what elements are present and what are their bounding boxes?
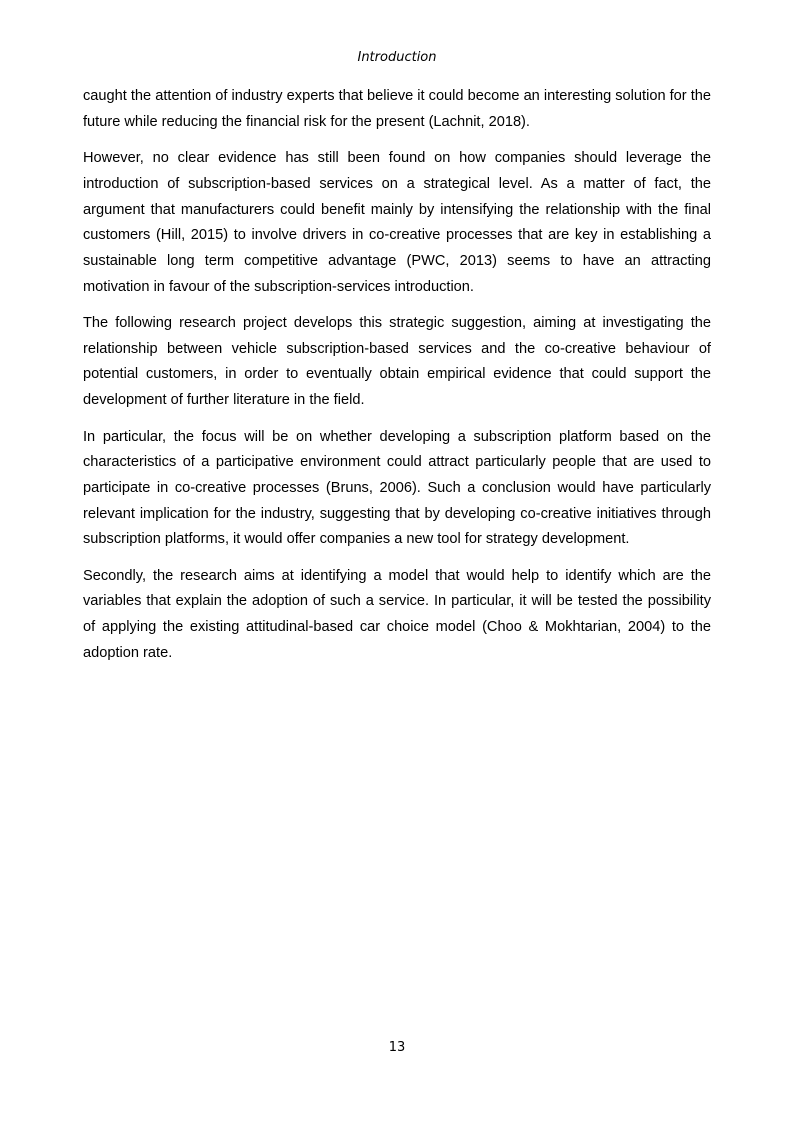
paragraph: Secondly, the research aims at identifying a model that would help to identify which are the variables that explain the adoption of such a service. In particular, it will be tested the possibility of applying the existing attitudinal-based car choice model (Choo & Mokhtarian, 2004) to the adoption rate. [83, 567, 711, 661]
page-number: 13 [388, 1040, 406, 1055]
body-text [83, 84, 711, 677]
running-header: Introduction [357, 50, 437, 65]
paragraph: In particular, the focus will be on whether developing a subscription platform based on the characteristics of a participative environment could attract particularly people that are used to participate in co-creative processes (Bruns, 2006). Such a conclusion would have particularly relevant implication for the industry, suggesting that by developing co-creative initiatives through subscription platforms, it would offer companies a new tool for strategy development. [83, 428, 711, 548]
paragraph: The following research project develops this strategic suggestion, aiming at investigating the relationship between vehicle subscription-based services and the co-creative behaviour of potential customers, in order to eventually obtain empirical evidence that could support the development of further literature in the field. [83, 315, 711, 409]
paragraph: caught the attention of industry experts that believe it could become an interesting solution for the future while reducing the financial risk for the present (Lachnit, 2018). [83, 88, 711, 130]
paragraph: However, no clear evidence has still been found on how companies should leverage the introduction of subscription-based services on a strategical level. As a matter of fact, the argument that manufacturers could benefit mainly by intensifying the relationship with the final customers (Hill, 2015) to involve drivers in co-creative processes that are key in establishing a sustainable long term competitive advantage (PWC, 2013) seems to have an attracting motivation in favour of the subscription-services introduction. [83, 150, 711, 295]
